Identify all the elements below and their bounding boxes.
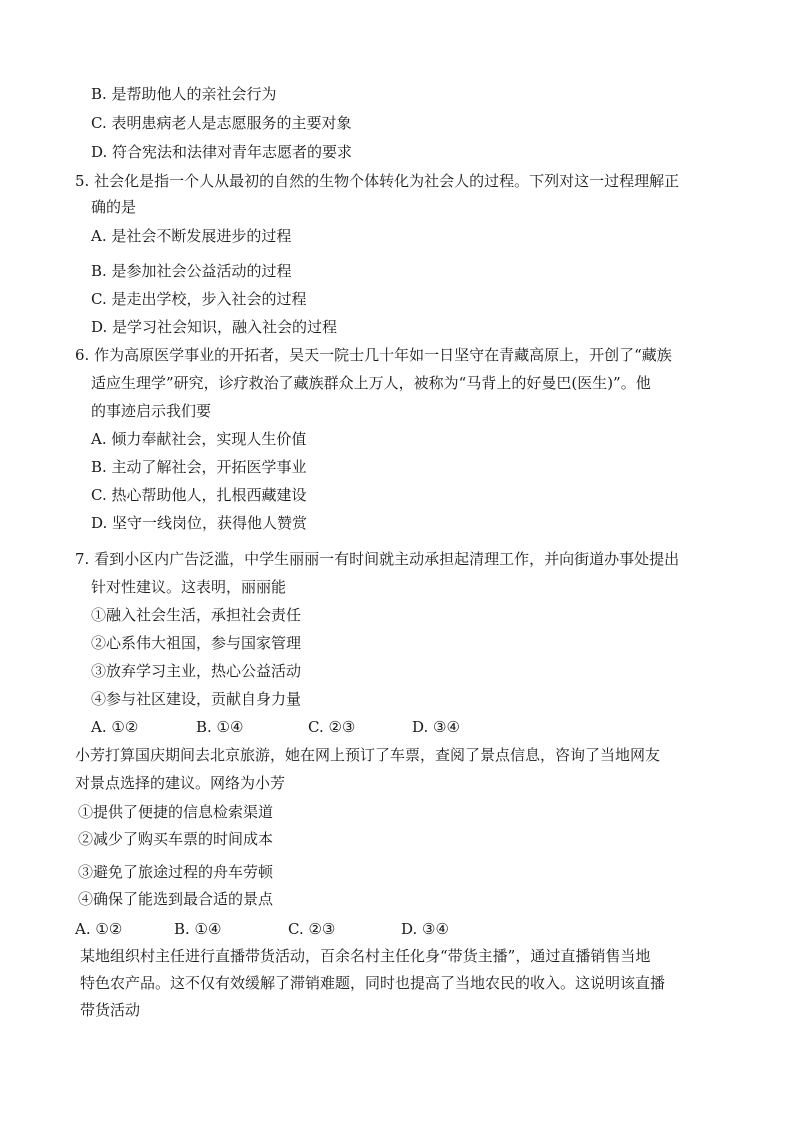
q7-option-a: A. ①② — [91, 718, 139, 736]
q8-stem-line-1: 小芳打算国庆期间去北京旅游，她在网上预订了车票，查阅了景点信息，咨询了当地网友 — [75, 746, 661, 764]
q6-stem-line-2: 适应生理学”研究，诊疗救治了藏族群众上万人，被称为“马背上的好曼巴(医生)”。他 — [91, 374, 651, 392]
q8-item-2: ②减少了购买车票的时间成本 — [78, 830, 274, 848]
q4-option-d: D. 符合宪法和法律对青年志愿者的要求 — [91, 143, 353, 161]
q6-option-d: D. 坚守一线岗位，获得他人赞赏 — [91, 514, 308, 532]
q7-item-1: ①融入社会生活，承担社会责任 — [91, 606, 302, 624]
q7-stem-line-1: 7. 看到小区内广告泛滥，中学生丽丽一有时间就主动承担起清理工作，并向街道办事处提出 — [75, 550, 680, 568]
q6-stem-line-3: 的事迹启示我们要 — [91, 402, 212, 420]
q8-option-a: A. ①② — [75, 920, 123, 938]
q9-stem-line-3: 带货活动 — [80, 1001, 141, 1019]
q8-option-b: B. ①④ — [174, 920, 222, 938]
q9-stem-line-1: 某地组织村主任进行直播带货活动，百余名村主任化身“带货主播”，通过直播销售当地 — [80, 947, 651, 965]
q7-option-b: B. ①④ — [196, 718, 244, 736]
q7-option-d: D. ③④ — [412, 718, 460, 736]
q5-stem-line-1: 5. 社会化是指一个人从最初的自然的生物个体转化为社会人的过程。下列对这一过程理解正 — [75, 172, 680, 190]
q8-answer-options — [75, 919, 449, 939]
q8-item-1: ①提供了便捷的信息检索渠道 — [78, 803, 274, 821]
q8-option-c: C. ②③ — [288, 920, 336, 938]
q9-stem-line-2: 特色农产品。这不仅有效缓解了滞销难题，同时也提高了当地农民的收入。这说明该直播 — [80, 974, 666, 992]
q7-option-c: C. ②③ — [308, 718, 356, 736]
q8-stem-line-2: 对景点选择的建议。网络为小芳 — [75, 774, 286, 792]
q6-stem-line-1: 6. 作为高原医学事业的开拓者，吴天一院士几十年如一日坚守在青藏高原上，开创了“藏族 — [75, 346, 672, 364]
q6-option-a: A. 倾力奉献社会，实现人生价值 — [91, 430, 307, 448]
q7-item-2: ②心系伟大祖国，参与国家管理 — [91, 634, 302, 652]
q6-option-b: B. 主动了解社会，开拓医学事业 — [91, 458, 307, 476]
q6-option-c: C. 热心帮助他人，扎根西藏建设 — [91, 486, 307, 504]
q8-item-4: ④确保了能选到最合适的景点 — [78, 890, 274, 908]
q5-option-b: B. 是参加社会公益活动的过程 — [91, 262, 292, 280]
q7-stem-line-2: 针对性建议。这表明，丽丽能 — [91, 578, 287, 596]
q5-option-a: A. 是社会不断发展进步的过程 — [91, 227, 292, 245]
q8-item-3: ③避免了旅途过程的舟车劳顿 — [78, 863, 274, 881]
q4-option-c: C. 表明患病老人是志愿服务的主要对象 — [91, 114, 352, 132]
q5-stem-line-2: 确的是 — [91, 198, 137, 216]
q5-option-d: D. 是学习社会知识，融入社会的过程 — [91, 318, 338, 336]
q7-answer-options — [91, 717, 460, 737]
q7-item-3: ③放弃学习主业，热心公益活动 — [91, 662, 302, 680]
q8-option-d: D. ③④ — [401, 920, 449, 938]
q7-item-4: ④参与社区建设，贡献自身力量 — [91, 690, 302, 708]
q5-option-c: C. 是走出学校，步入社会的过程 — [91, 290, 307, 308]
q4-option-b: B. 是帮助他人的亲社会行为 — [91, 85, 277, 103]
